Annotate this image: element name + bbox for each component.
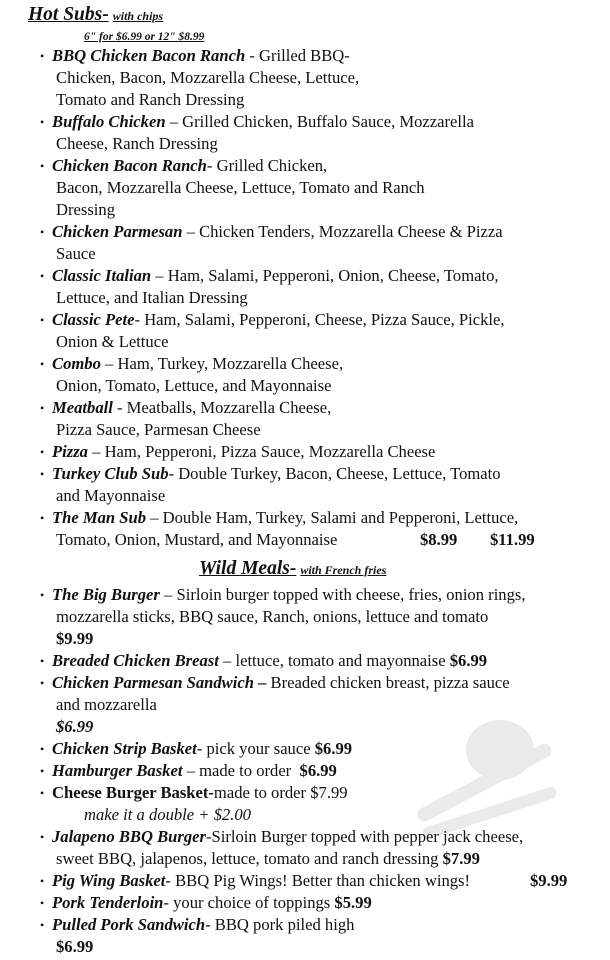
menu-item-breaded-chicken-breast: • Breaded Chicken Breast – lettuce, tomato and mayonnaise $6.99 [40,650,608,672]
item-name: Buffalo Chicken [52,112,166,131]
item-description: Breaded chicken breast, pizza sauce [270,673,510,692]
hot-subs-price-line: 6" for $6.99 or 12" $8.99 [84,31,205,43]
menu-item-pulled-pork-sandwich: • Pulled Pork Sandwich- BBQ pork piled high $6.99 [40,914,608,958]
item-name: Pulled Pork Sandwich [52,915,206,934]
item-description: made to order [199,761,300,780]
item-price: $7.99 [442,849,480,869]
menu-item-pizza: • Pizza – Ham, Pepperoni, Pizza Sauce, Mozzarella Cheese [40,441,608,463]
item-description: your choice of toppings [173,893,335,912]
bullet-icon: • [40,786,45,800]
item-description: Double Turkey, Bacon, Cheese, Lettuce, Tomato [178,464,501,483]
item-description: Pizza Sauce, Parmesan Cheese [56,420,261,440]
item-description: mozzarella sticks, BBQ sauce, Ranch, onions, lettuce and tomato [56,607,489,627]
menu-item-chicken-parmesan: • Chicken Parmesan – Chicken Tenders, Mozzarella Cheese & Pizza Sauce [40,221,608,265]
bullet-icon: • [40,49,45,63]
item-description: Lettuce, and Italian Dressing [56,288,248,308]
hot-subs-subtitle: with chips [112,9,164,23]
item-price: $9.99 [56,629,94,649]
bullet-icon: • [40,764,45,778]
wild-meals-header [199,558,386,580]
menu-item-chicken-bacon-ranch: • Chicken Bacon Ranch- Grilled Chicken, Bacon, Mozzarella Cheese, Lettuce, Tomato and Ranch Dressing [40,155,608,221]
bullet-icon: • [40,874,45,888]
item-description: Ham, Salami, Pepperoni, Cheese, Pizza Sauce, Pickle, [144,310,505,329]
item-price: $6.99 [314,739,353,758]
item-name: Pig Wing Basket [52,871,166,890]
menu-item-pork-tenderloin: • Pork Tenderloin- your choice of toppings $5.99 [40,892,608,914]
menu-item-meatball: • Meatball - Meatballs, Mozzarella Cheese, Pizza Sauce, Parmesan Cheese [40,397,608,441]
bullet-icon: • [40,511,45,525]
item-name: Chicken Strip Basket [52,739,197,758]
item-description: Double Ham, Turkey, Salami and Pepperoni, Lettuce, [162,508,519,527]
bullet-icon: • [40,313,45,327]
menu-item-pig-wing-basket: • Pig Wing Basket- BBQ Pig Wings! Better than chicken wings! $9.99 [40,870,608,892]
item-description: pick your sauce [206,739,315,758]
item-description: Tomato and Ranch Dressing [56,90,245,110]
menu-item-the-big-burger: • The Big Burger – Sirloin burger topped with cheese, fries, onion rings, mozzarella sticks, BBQ sauce, Ranch, onions, lettuce and tomato $9.99 [40,584,608,650]
item-description: Sirloin burger topped with cheese, fries, onion rings, [176,585,526,604]
item-description: Sauce [56,244,96,264]
item-name: Classic Pete [52,310,135,329]
item-price: $6.99 [56,937,94,957]
item-note: make it a double + $2.00 [84,805,251,825]
bullet-icon: • [40,401,45,415]
menu-item-classic-italian: • Classic Italian – Ham, Salami, Pepperoni, Onion, Cheese, Tomato, Lettuce, and Italian Dressing [40,265,608,309]
item-description: Onion, Tomato, Lettuce, and Mayonnaise [56,376,332,396]
item-description: Sirloin Burger topped with pepper jack cheese, [211,827,524,846]
wild-meals-subtitle: with French fries [300,563,387,577]
item-name: The Big Burger [52,585,160,604]
item-price: $6.99 [56,717,94,737]
item-description: Grilled BBQ- [259,46,350,65]
bullet-icon: • [40,588,45,602]
item-description: made to order $7.99 [213,783,348,802]
item-name: BBQ Chicken Bacon Ranch [52,46,246,65]
bullet-icon: • [40,445,45,459]
hot-subs-title: Hot Subs- [28,4,109,25]
fork-spoon-icon [380,690,580,880]
item-name: Meatball [52,398,113,417]
item-description: Grilled Chicken, Buffalo Sauce, Mozzarella [182,112,474,131]
bullet-icon: • [40,269,45,283]
item-name: Pork Tenderloin [52,893,164,912]
item-description: Chicken, Bacon, Mozzarella Cheese, Lettuce, [56,68,360,88]
item-price: $6.99 [449,651,488,670]
item-name: Classic Italian [52,266,152,285]
item-description: BBQ pork piled high [214,915,355,934]
price-12-inch: $11.99 [490,530,535,550]
menu-item-combo: • Combo – Ham, Turkey, Mozzarella Cheese, Onion, Tomato, Lettuce, and Mayonnaise [40,353,608,397]
hot-subs-header [28,4,163,26]
menu-item-the-man-sub: • The Man Sub – Double Ham, Turkey, Salami and Pepperoni, Lettuce, Tomato, Onion, Mustard, and Mayonnaise $8.99 $11.99 [40,507,608,551]
item-price: $6.99 [299,761,337,780]
menu-item-chicken-strip-basket: • Chicken Strip Basket- pick your sauce $6.99 [40,738,608,760]
item-description: Ham, Pepperoni, Pizza Sauce, Mozzarella Cheese [104,442,436,461]
menu-item-bbq-chicken-bacon-ranch: • BBQ Chicken Bacon Ranch - Grilled BBQ- Chicken, Bacon, Mozzarella Cheese, Lettuce, Tomato and Ranch Dressing [40,45,608,111]
item-description: Meatballs, Mozzarella Cheese, [126,398,332,417]
bullet-icon: • [40,159,45,173]
item-name: Turkey Club Sub [52,464,169,483]
item-description: Bacon, Mozzarella Cheese, Lettuce, Tomato and Ranch [56,178,425,198]
bullet-icon: • [40,225,45,239]
menu-item-jalapeno-bbq-burger: • Jalapeno BBQ Burger-Sirloin Burger topped with pepper jack cheese, sweet BBQ, jalapenos, lettuce, tomato and ranch dressing $7.99 [40,827,524,869]
item-description: lettuce, tomato and mayonnaise [235,651,450,670]
item-price: $5.99 [334,893,372,912]
item-description: Onion & Lettuce [56,332,169,352]
item-description: sweet BBQ, jalapenos, lettuce, tomato and ranch dressing [56,849,443,869]
price-6-inch: $8.99 [420,530,458,550]
bullet-icon: • [40,115,45,129]
menu-item-classic-pete: • Classic Pete- Ham, Salami, Pepperoni, Cheese, Pizza Sauce, Pickle, Onion & Lettuce [40,309,608,353]
item-description: Ham, Salami, Pepperoni, Onion, Cheese, Tomato, [167,266,499,285]
item-description: Grilled Chicken, [216,156,328,175]
menu-item-hamburger-basket: • Hamburger Basket – made to order $6.99 [40,760,608,782]
bullet-icon: • [40,742,45,756]
item-name: Chicken Parmesan [52,222,183,241]
bullet-icon: • [40,676,45,690]
item-name: Cheese Burger Basket- [52,783,214,802]
item-description: Cheese, Ranch Dressing [56,134,218,154]
item-name: Pizza [52,442,88,461]
bullet-icon: • [40,918,45,932]
wild-meals-title: Wild Meals- [199,558,297,579]
item-name: Hamburger Basket [52,761,183,780]
item-name: Breaded Chicken Breast [52,651,219,670]
menu-item-turkey-club-sub: • Turkey Club Sub- Double Turkey, Bacon, Cheese, Lettuce, Tomato and Mayonnaise [40,463,608,507]
item-description: Tomato, Onion, Mustard, and Mayonnaise [56,530,338,550]
item-description: Chicken Tenders, Mozzarella Cheese & Pizza [199,222,503,241]
item-description: Dressing [56,200,115,220]
menu-item-buffalo-chicken: • Buffalo Chicken – Grilled Chicken, Buffalo Sauce, Mozzarella Cheese, Ranch Dressing [40,111,608,155]
bullet-icon: • [40,896,45,910]
item-price: $9.99 [530,871,568,890]
item-name: Chicken Bacon Ranch [52,156,207,175]
item-description: Ham, Turkey, Mozzarella Cheese, [117,354,344,373]
bullet-icon: • [40,467,45,481]
item-name: Jalapeno BBQ Burger [52,827,206,846]
item-description: and Mayonnaise [56,486,166,506]
bullet-icon: • [40,830,45,844]
item-name: Combo [52,354,101,373]
item-name: Chicken Parmesan Sandwich – [52,673,267,692]
item-name: The Man Sub [52,508,147,527]
item-description: BBQ Pig Wings! Better than chicken wings! [175,871,471,890]
bullet-icon: • [40,654,45,668]
item-description: and mozzarella [56,695,157,715]
bullet-icon: • [40,357,45,371]
